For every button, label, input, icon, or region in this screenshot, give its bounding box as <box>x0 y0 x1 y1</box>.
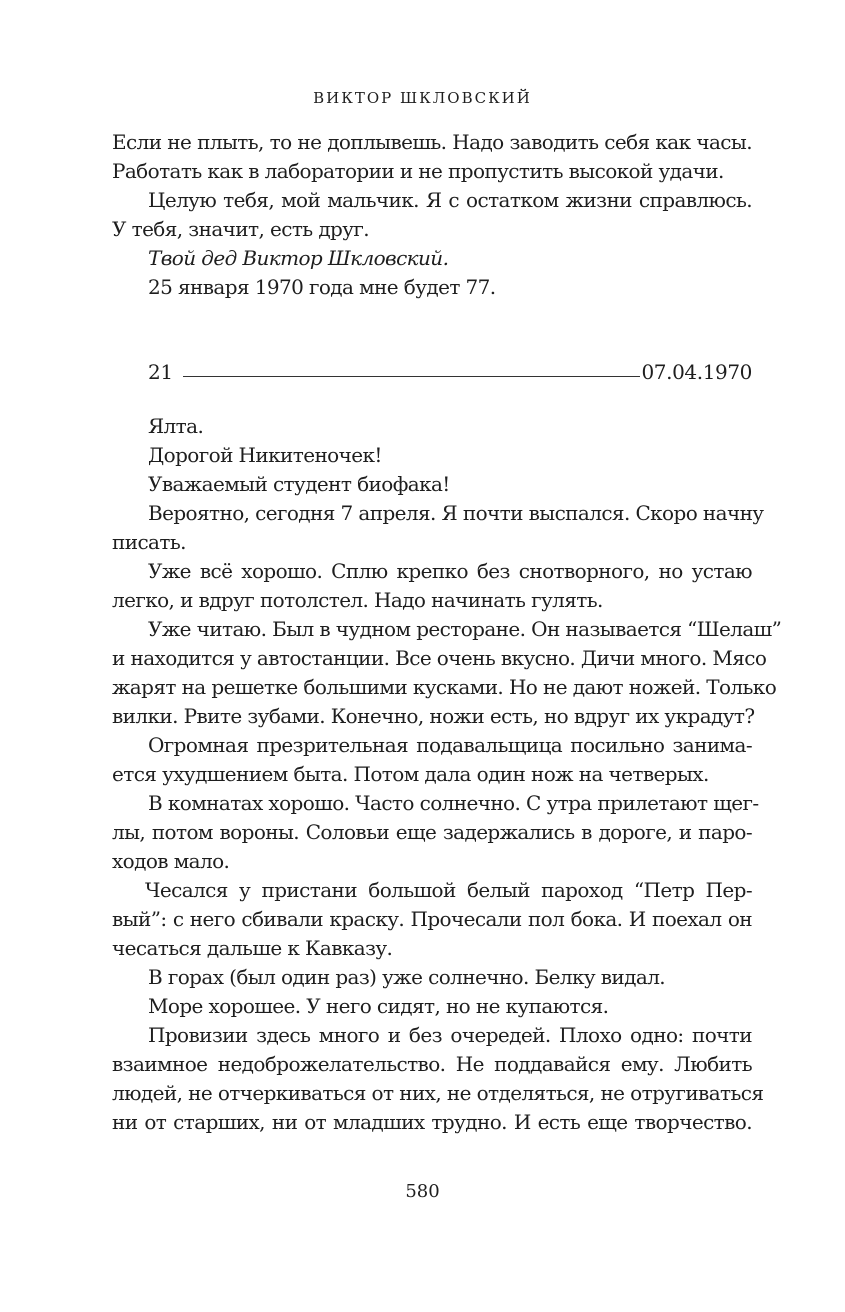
text-line: ни от старших, ни от младших трудно. И есть еще творчество. <box>112 1110 752 1134</box>
text-line: жарят на решетке большими кусками. Но не дают ножей. Только <box>112 675 777 699</box>
text-line: Целую тебя, мой мальчик. Я с остатком жизни справлюсь. <box>148 188 752 212</box>
separator-rule <box>183 376 640 377</box>
letter-date: 07.04.1970 <box>641 360 752 384</box>
text-line: лы, потом вороны. Соловьи еще задержались в дороге, и паро- <box>112 820 752 844</box>
text-line: В комнатах хорошо. Часто солнечно. С утра прилетают щег- <box>148 791 759 815</box>
text-line: Если не плыть, то не доплывешь. Надо заводить себя как часы. <box>112 130 752 154</box>
text-line: легко, и вдруг потолстел. Надо начинать гулять. <box>112 588 603 612</box>
text-line: ется ухудшением быта. Потом дала один нож на четверых. <box>112 762 709 786</box>
text-line: Чесался у пристани большой белый пароход “Петр Пер- <box>145 878 752 902</box>
text-line: Уважаемый студент биофака! <box>148 472 450 496</box>
text-line: Работать как в лаборатории и не пропустить высокой удачи. <box>112 159 724 183</box>
text-line: 25 января 1970 года мне будет 77. <box>148 275 496 299</box>
text-line: Дорогой Никитеночек! <box>148 443 382 467</box>
letter-number: 21 <box>148 360 173 384</box>
text-line: Уже всё хорошо. Сплю крепко без снотворного, но устаю <box>148 559 752 583</box>
text-line: писать. <box>112 530 186 554</box>
letter-body <box>112 412 782 1137</box>
text-line: чесаться дальше к Кавказу. <box>112 936 393 960</box>
running-header: ВИКТОР ШКЛОВСКИЙ <box>313 89 532 107</box>
text-line: и находится у автостанции. Все очень вкусно. Дичи много. Мясо <box>112 646 767 670</box>
text-line: Уже читаю. Был в чудном ресторане. Он называется “Шелаш” <box>148 617 782 641</box>
text-line: вилки. Рвите зубами. Конечно, ножи есть, но вдруг их украдут? <box>112 704 755 728</box>
signature-line: Твой дед Виктор Шкловский. <box>148 246 449 270</box>
text-line: Провизии здесь много и без очередей. Плохо одно: почти <box>148 1023 752 1047</box>
text-line: людей, не отчеркиваться от них, не отделяться, не отругиваться <box>112 1081 764 1105</box>
text-line: Ялта. <box>148 414 204 438</box>
text-line: Огромная презрительная подавальщица посильно занима- <box>148 733 752 757</box>
text-line: В горах (был один раз) уже солнечно. Белку видал. <box>148 965 666 989</box>
text-line: взаимное недоброжелательство. Не поддавайся ему. Любить <box>112 1052 752 1076</box>
text-block-top <box>112 128 752 302</box>
text-line: ходов мало. <box>112 849 230 873</box>
text-line: У тебя, значит, есть друг. <box>112 217 370 241</box>
text-line: Море хорошее. У него сидят, но не купаются. <box>148 994 609 1018</box>
text-line: Вероятно, сегодня 7 апреля. Я почти выспался. Скоро начну <box>148 501 764 525</box>
letter-separator <box>148 356 752 388</box>
text-line: вый”: с него сбивали краску. Прочесали пол бока. И поехал он <box>112 907 752 931</box>
page-number: 580 <box>405 1181 440 1202</box>
